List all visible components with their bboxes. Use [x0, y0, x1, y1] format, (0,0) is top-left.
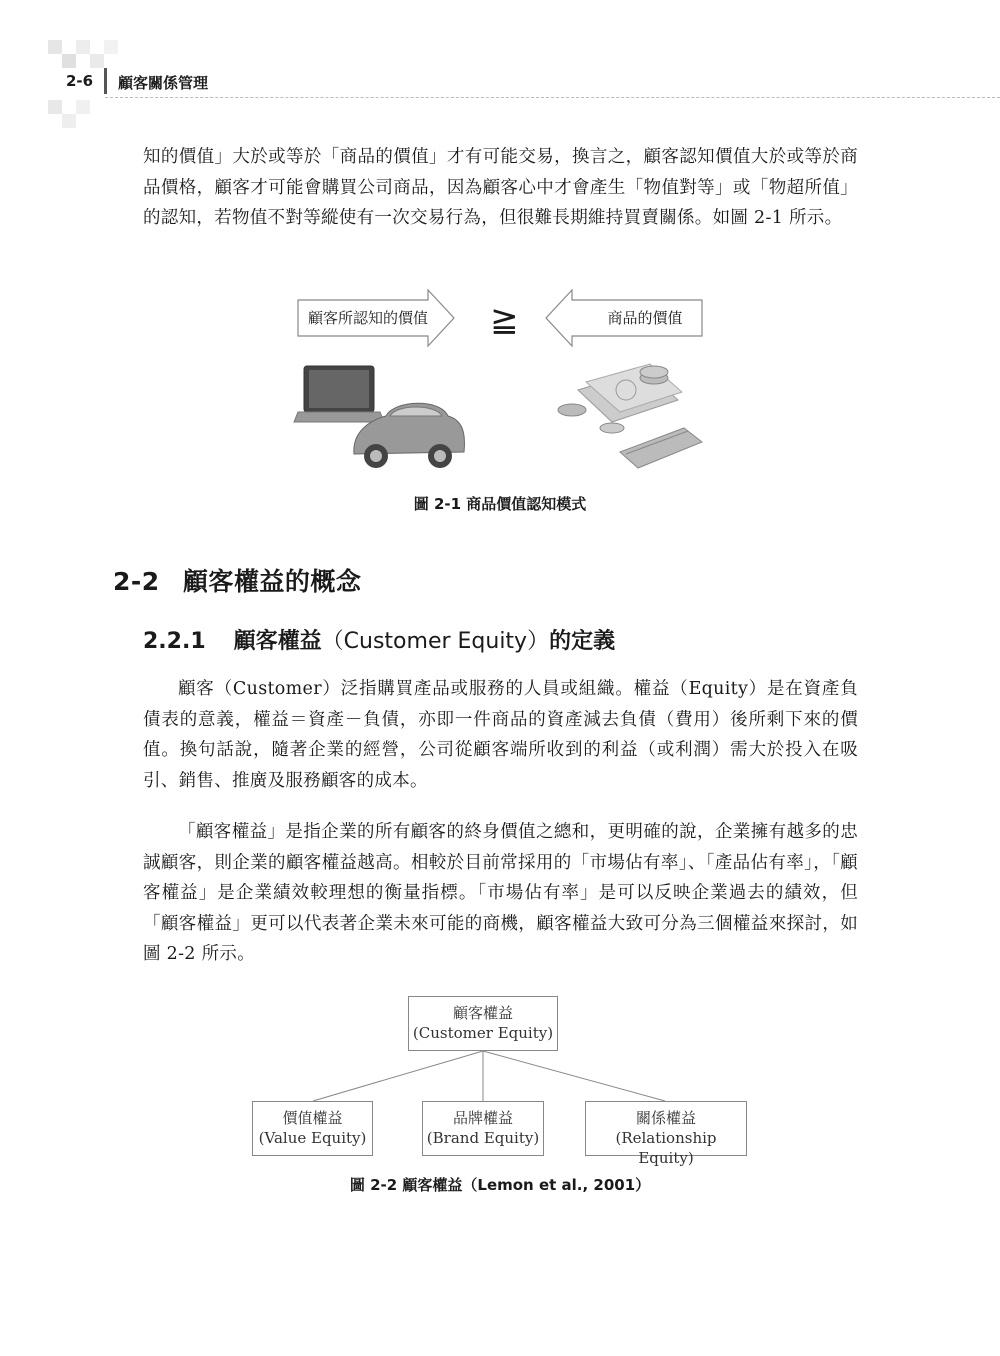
subsection-number: 2.2.1 — [143, 629, 206, 654]
header-rule — [105, 97, 1000, 98]
section-heading — [113, 562, 361, 598]
chapter-title: 顧客關係管理 — [118, 74, 209, 92]
section-number: 2-2 — [113, 567, 160, 596]
intro-paragraph: 知的價值」大於或等於「商品的價值」才有可能交易，換言之，顧客認知價值大於或等於商品價格，顧客才可能會購買公司商品，因為顧客心中才會產生「物值對等」或「物超所值」的認知，若物值不對等縱使有一次交易行為，但很難長期維持買賣關係。如圖 2-1 所示。 — [143, 147, 858, 228]
subsection-title-suffix: 的定義 — [549, 629, 616, 654]
node-brand-equity — [422, 1101, 544, 1156]
node-customer-equity — [408, 996, 558, 1051]
subsection-title-prefix: 顧客權益 — [233, 629, 322, 654]
node-customer-equity-zh: 顧客權益 — [452, 1004, 513, 1022]
greater-equal-symbol: ≧ — [490, 300, 519, 340]
paragraph-customer-equity-definition: 顧客（Customer）泛指購買產品或服務的人員或組織。權益（Equity）是在資產負債表的意義，權益＝資產－負債，亦即一件商品的資產減去負債（費用）後所剩下來的價值。換句話說，隨著企業的經營，公司從顧客端所收到的利益（或利潤）需大於投入在吸引、銷售、推廣及服務顧客的成本。 — [143, 679, 858, 791]
node-relationship-equity-en: (Relationship Equity) — [615, 1129, 717, 1167]
paragraph-customer-equity-importance: 「顧客權益」是指企業的所有顧客的終身價值之總和，更明確的說，企業擁有越多的忠誠顧客，則企業的顧客權益越高。相較於目前常採用的「市場佔有率」、「產品佔有率」，「顧客權益」是企業績效較理想的衡量指標。「市場佔有率」是可以反映企業過去的績效，但「顧客權益」更可以代表著企業未來可能的商機，顧客權益大致可分為三個權益來探討，如圖 2-2 所示。 — [143, 822, 858, 964]
node-relationship-equity-zh: 關係權益 — [635, 1109, 696, 1127]
node-value-equity-zh: 價值權益 — [282, 1109, 343, 1127]
perceived-value-label: 顧客所認知的價值 — [308, 309, 429, 327]
node-value-equity-en: (Value Equity) — [258, 1129, 367, 1147]
subsection-title-en: （Customer Equity） — [321, 629, 550, 654]
node-customer-equity-en: (Customer Equity) — [412, 1024, 554, 1042]
node-brand-equity-en: (Brand Equity) — [426, 1129, 540, 1147]
product-value-label: 商品的價值 — [607, 309, 683, 327]
figure2-caption: 圖 2-2 顧客權益（Lemon et al., 2001） — [349, 1176, 651, 1194]
section-title: 顧客權益的概念 — [182, 567, 362, 596]
page-number: 2-6 — [66, 72, 94, 90]
subsection-heading — [143, 624, 615, 655]
node-value-equity — [252, 1101, 373, 1156]
laptop-icon — [294, 366, 384, 422]
node-relationship-equity — [585, 1101, 747, 1167]
figure1-caption: 圖 2-1 商品價值認知模式 — [413, 495, 587, 513]
header-divider — [104, 68, 107, 94]
node-brand-equity-zh: 品牌權益 — [452, 1109, 513, 1127]
money-icon — [558, 364, 702, 468]
